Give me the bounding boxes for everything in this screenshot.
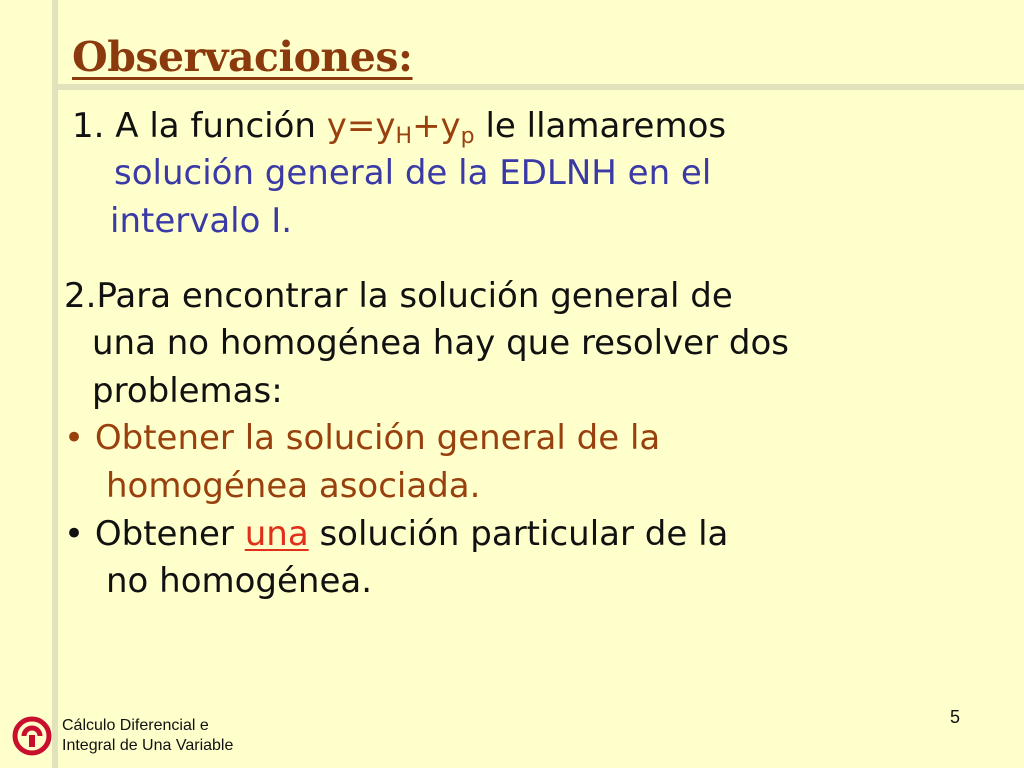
bullet2-prefix: • Obtener <box>64 514 245 554</box>
course-name <box>62 716 233 756</box>
bullet2-suffix: solución particular de la <box>308 514 729 554</box>
item1-prefix: 1. A la función <box>72 106 327 146</box>
bullet2-line1 <box>64 514 728 554</box>
item2-line1: 2.Para encontrar la solución general de <box>64 276 733 316</box>
item1-suffix: le llamaremos <box>474 106 727 146</box>
formula-sub-h: H <box>395 124 413 149</box>
bullet1-line1: • Obtener la solución general de la <box>64 418 661 458</box>
formula <box>326 106 475 149</box>
bullet1-line2: homogénea asociada. <box>106 466 481 506</box>
vertical-rule <box>52 0 58 768</box>
formula-y: y=y <box>326 106 396 146</box>
formula-plus: +y <box>412 106 461 146</box>
upc-logo-icon <box>12 716 52 756</box>
page-number: 5 <box>950 707 961 727</box>
bullet2-highlight: una <box>244 514 309 554</box>
course-line1: Cálculo Diferencial e <box>62 717 209 734</box>
item2-line2: una no homogénea hay que resolver dos <box>92 323 789 363</box>
item1-line1 <box>72 106 727 149</box>
course-line2: Integral de Una Variable <box>62 737 234 754</box>
item1-line3: intervalo I. <box>110 201 293 241</box>
formula-sub-p: p <box>460 124 475 149</box>
horizontal-rule <box>52 84 1024 90</box>
item2-line3: problemas: <box>92 371 283 411</box>
bullet2-line2: no homogénea. <box>106 561 373 601</box>
item1-line2: solución general de la EDLNH en el <box>114 153 712 193</box>
slide-title: Observaciones: <box>72 33 413 81</box>
